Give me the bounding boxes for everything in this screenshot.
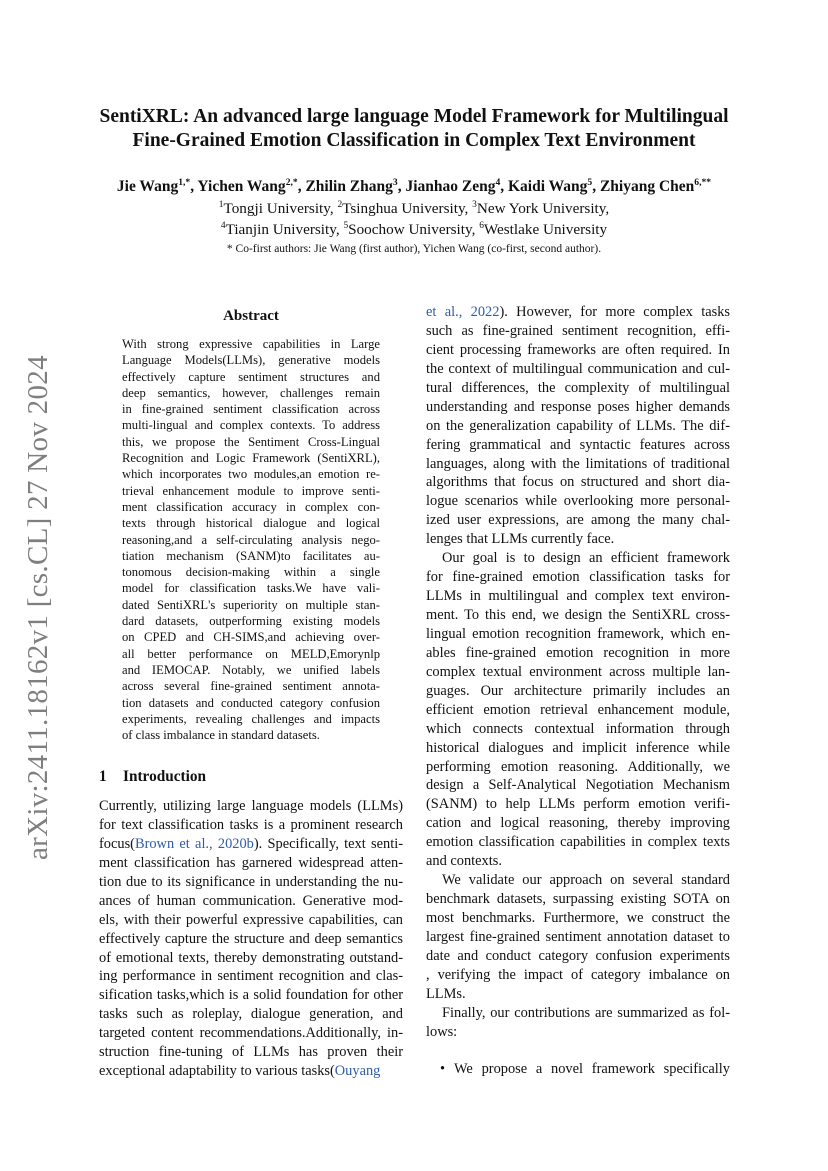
co-first-author-note: * Co-first authors: Jie Wang (first author), Yichen Wang (co-first, second author). [226,243,602,255]
body-line: (SANM) to help LLMs perform emotion verifi- [426,796,730,813]
body-line: guages. Our architecture primarily includes an [426,682,730,699]
affiliation-name: Soochow University, [348,221,480,238]
abstract-line: of class imbalance in standard datasets. [122,728,320,743]
abstract-line: dated SentiXRL's superiority on multiple stan- [122,597,380,612]
affiliation-marker: 3 [472,199,477,210]
abstract-body [122,336,380,743]
affiliations-line-1 [60,198,768,219]
abstract-line: in fine-grained sentiment classification across [122,402,380,417]
author-affiliation-marker: 1,* [178,176,191,188]
abstract-line: deep semantics, however, challenges remain [122,385,380,400]
body-line: fering grammatical and syntactic features across [426,436,730,453]
affiliation-name: Tsinghua University, [342,200,473,217]
abstract-line: tonomous decision-making within a single [122,565,380,580]
author-name: Jie Wang [116,178,179,195]
title-line-2: Fine-Grained Emotion Classification in Complex Text Environment [132,130,696,151]
body-line: sification tasks,which is a solid foundation for other [99,987,403,1004]
author-affiliation-marker: 2,* [285,176,298,188]
paper-title [60,105,768,153]
body-line: complex textual environment across multiple lan- [426,663,730,680]
affiliation-name: New York University, [476,200,610,217]
body-line: on the generalization capability of LLMs. The dif- [426,417,730,434]
body-line: targeted content recommendations.Additionally, in- [99,1025,403,1042]
body-line: and contexts. [426,853,502,870]
abstract-heading: Abstract [223,308,279,324]
bullet-text: We propose a novel framework specifically [454,1061,730,1077]
body-line: ment classification has garnered widespread atten- [99,854,403,871]
abstract-line: With strong expressive capabilities in Large [122,337,380,351]
affiliation-name: Tianjin University, [225,221,344,238]
body-line: most benchmarks. Furthermore, we construct the [426,910,730,926]
body-line: largest fine-grained sentiment annotation dataset to [426,928,730,945]
affiliations-line-2 [60,219,768,240]
arxiv-identifier-stamp: arXiv:2411.18162v1 [cs.CL] 27 Nov 2024 [22,355,54,860]
abstract-line: effectively capture sentiment structures and [122,369,380,384]
body-line: which connects contextual information through [426,720,730,737]
abstract-line: multi-lingual and complex contexts. To address [122,418,380,433]
body-line: exceptional adaptability to various tasks(Ouyang [99,1063,381,1080]
author-list: Jie Wang$^{1,*}$, Yichen Wang$^{2,*}$, Zhilin Zhang$^3$, Jianhao Zeng$^4$, Kaidi Wang$^5$, Zhiyang Chen$^{6,**}$ [116,176,712,195]
abstract-line: ment classification accuracy in complex con- [122,499,380,514]
body-line: emotion classification capabilities in complex texts [426,834,730,851]
introduction-right-column [426,303,730,1042]
body-line: We validate our approach on several standard [442,872,730,889]
body-line: of emotional texts, thereby demonstrating outstand- [99,949,403,966]
author-name: Yichen Wang [197,178,286,195]
abstract-line: across several fine-grained sentiment annota- [122,679,380,694]
body-line: understanding and response poses higher demands [426,398,730,415]
abstract-line: dard datasets, outperforming existing models [122,614,380,629]
body-line: date and conduct category confusion experiments [426,947,730,964]
body-line: et al., 2022). However, for more complex tasks [426,304,730,320]
body-line: efficient emotion retrieval enhancement module, [426,701,730,718]
body-line: tion due to its significance in understanding the nu- [99,873,403,890]
body-line: tasks such as roleplay, dialogue generation, and [99,1006,403,1023]
abstract-line: Recognition and Logic Framework (SentiXRL), [122,451,380,466]
body-line: ized user expressions, are among the many chal- [426,512,730,529]
abstract-line: and IEMOCAP. Notably, we unified labels [122,662,380,677]
body-line: Finally, our contributions are summarized as fol- [442,1004,730,1021]
affiliation-marker: 6 [479,220,484,231]
body-line: ables fine-grained emotion recognition in more [426,644,730,661]
affiliation-name: Tongji University, [223,200,338,217]
body-line: Currently, utilizing large language models (LLMs) [99,798,403,814]
body-line: for fine-grained emotion classification tasks for [426,569,730,586]
body-line: benchmark datasets, surpassing existing SOTA on [426,891,730,908]
abstract-line: reasoning,and a self-circulating analysis nego- [122,532,380,547]
body-line: LLMs in multilingual and complex text environ- [426,588,730,605]
body-line: lows: [426,1023,458,1040]
author-name: Zhiyang Chen [599,178,695,195]
body-line: lenges that LLMs currently face. [426,531,615,548]
affiliation-marker: 1 [218,199,224,210]
body-line: , verifying the impact of category imbalance on [426,966,730,983]
body-line: logue scenarios while overlooking more personal- [426,493,730,510]
section-title: Introduction [123,768,207,785]
body-line: cation and logical reasoning, thereby improving [426,815,730,832]
body-line: LLMs. [426,985,466,1002]
body-line: effectively capture the structure and deep semantics [99,930,403,947]
abstract-line: all better performance on MELD,Emorynlp [122,646,380,661]
abstract-line: Language Models(LLMs), generative models [122,353,380,368]
introduction-left-column [99,797,403,1081]
body-line: ing performance in sentiment recognition and clas- [99,968,403,985]
body-line: such as fine-grained sentiment recognition, effi- [426,322,730,339]
body-line: ances of human communication. Generative mod- [99,892,403,909]
abstract-line: model for classification tasks.We have vali- [122,581,380,596]
citation-link-ouyang[interactable]: Ouyang [334,1063,381,1080]
body-line: the context of multilingual communication and cul- [426,360,730,377]
abstract-line: tiation mechanism (SANM)to facilitates au- [122,548,380,563]
contribution-bullet-item [440,1060,730,1079]
body-line: design a Self-Analytical Negotiation Mechanism [426,777,730,794]
body-line: for text classification tasks is a prominent research [99,816,403,833]
affiliation-marker: 2 [337,199,343,210]
abstract-line: experiments, revealing challenges and impacts [122,711,380,726]
section-number: 1 [99,768,107,785]
author-affiliation-marker: 4 [495,176,501,188]
body-line: Our goal is to design an efficient framework [442,550,730,567]
body-line: els, with their powerful expressive capabilities, can [99,911,403,928]
author-affiliation-marker: 5 [587,176,593,188]
body-line: focus(Brown et al., 2020b). Specifically, text senti- [99,835,403,852]
body-line: languages, along with the limitations of traditional [426,455,730,472]
abstract-line: this, we propose the Sentiment Cross-Lingual [122,434,380,449]
body-line: historical dialogues and implicit inference while [426,739,730,756]
section-heading-introduction [99,767,206,787]
title-line-1: SentiXRL: An advanced large language Model Framework for Multilingual [99,106,729,127]
author-affiliation-marker: 3 [392,176,398,188]
citation-link-ouyang-2022[interactable]: et al., 2022 [426,304,500,320]
body-line: tural differences, the complexity of multilingual [426,379,730,396]
bullet-marker: • [440,1061,446,1077]
author-affiliation-marker: 6,** [694,176,712,188]
body-line: algorithms that focus on structured and short dia- [426,474,730,491]
author-name: Jianhao Zeng [405,178,496,195]
abstract-line: on CPED and CH-SIMS,and achieving over- [122,630,380,645]
affiliation-marker: 4 [220,220,226,231]
body-line: performing emotion reasoning. Additionally, we [426,758,730,775]
abstract-line: trieval enhancement module to improve senti- [122,483,380,498]
body-line: struction fine-tuning of LLMs has proven their [99,1044,403,1061]
abstract-line: texts through historical dialogue and logical [122,516,380,531]
citation-link-brown-2020b[interactable]: Brown et al., 2020b [134,835,254,852]
abstract-line: tion datasets and conducted category confusion [122,695,380,710]
affiliation-name: Westlake University [483,221,608,238]
body-line: cient processing frameworks are often required. In [426,341,730,358]
author-name: Zhilin Zhang [305,178,393,195]
body-line: lingual emotion recognition framework, which en- [426,625,730,642]
abstract-line: which incorporates two modules,an emotion re- [122,467,380,482]
affiliation-marker: 5 [343,220,349,231]
author-name: Kaidi Wang [508,178,588,195]
body-line: ment. To this end, we design the SentiXRL cross- [426,607,730,623]
